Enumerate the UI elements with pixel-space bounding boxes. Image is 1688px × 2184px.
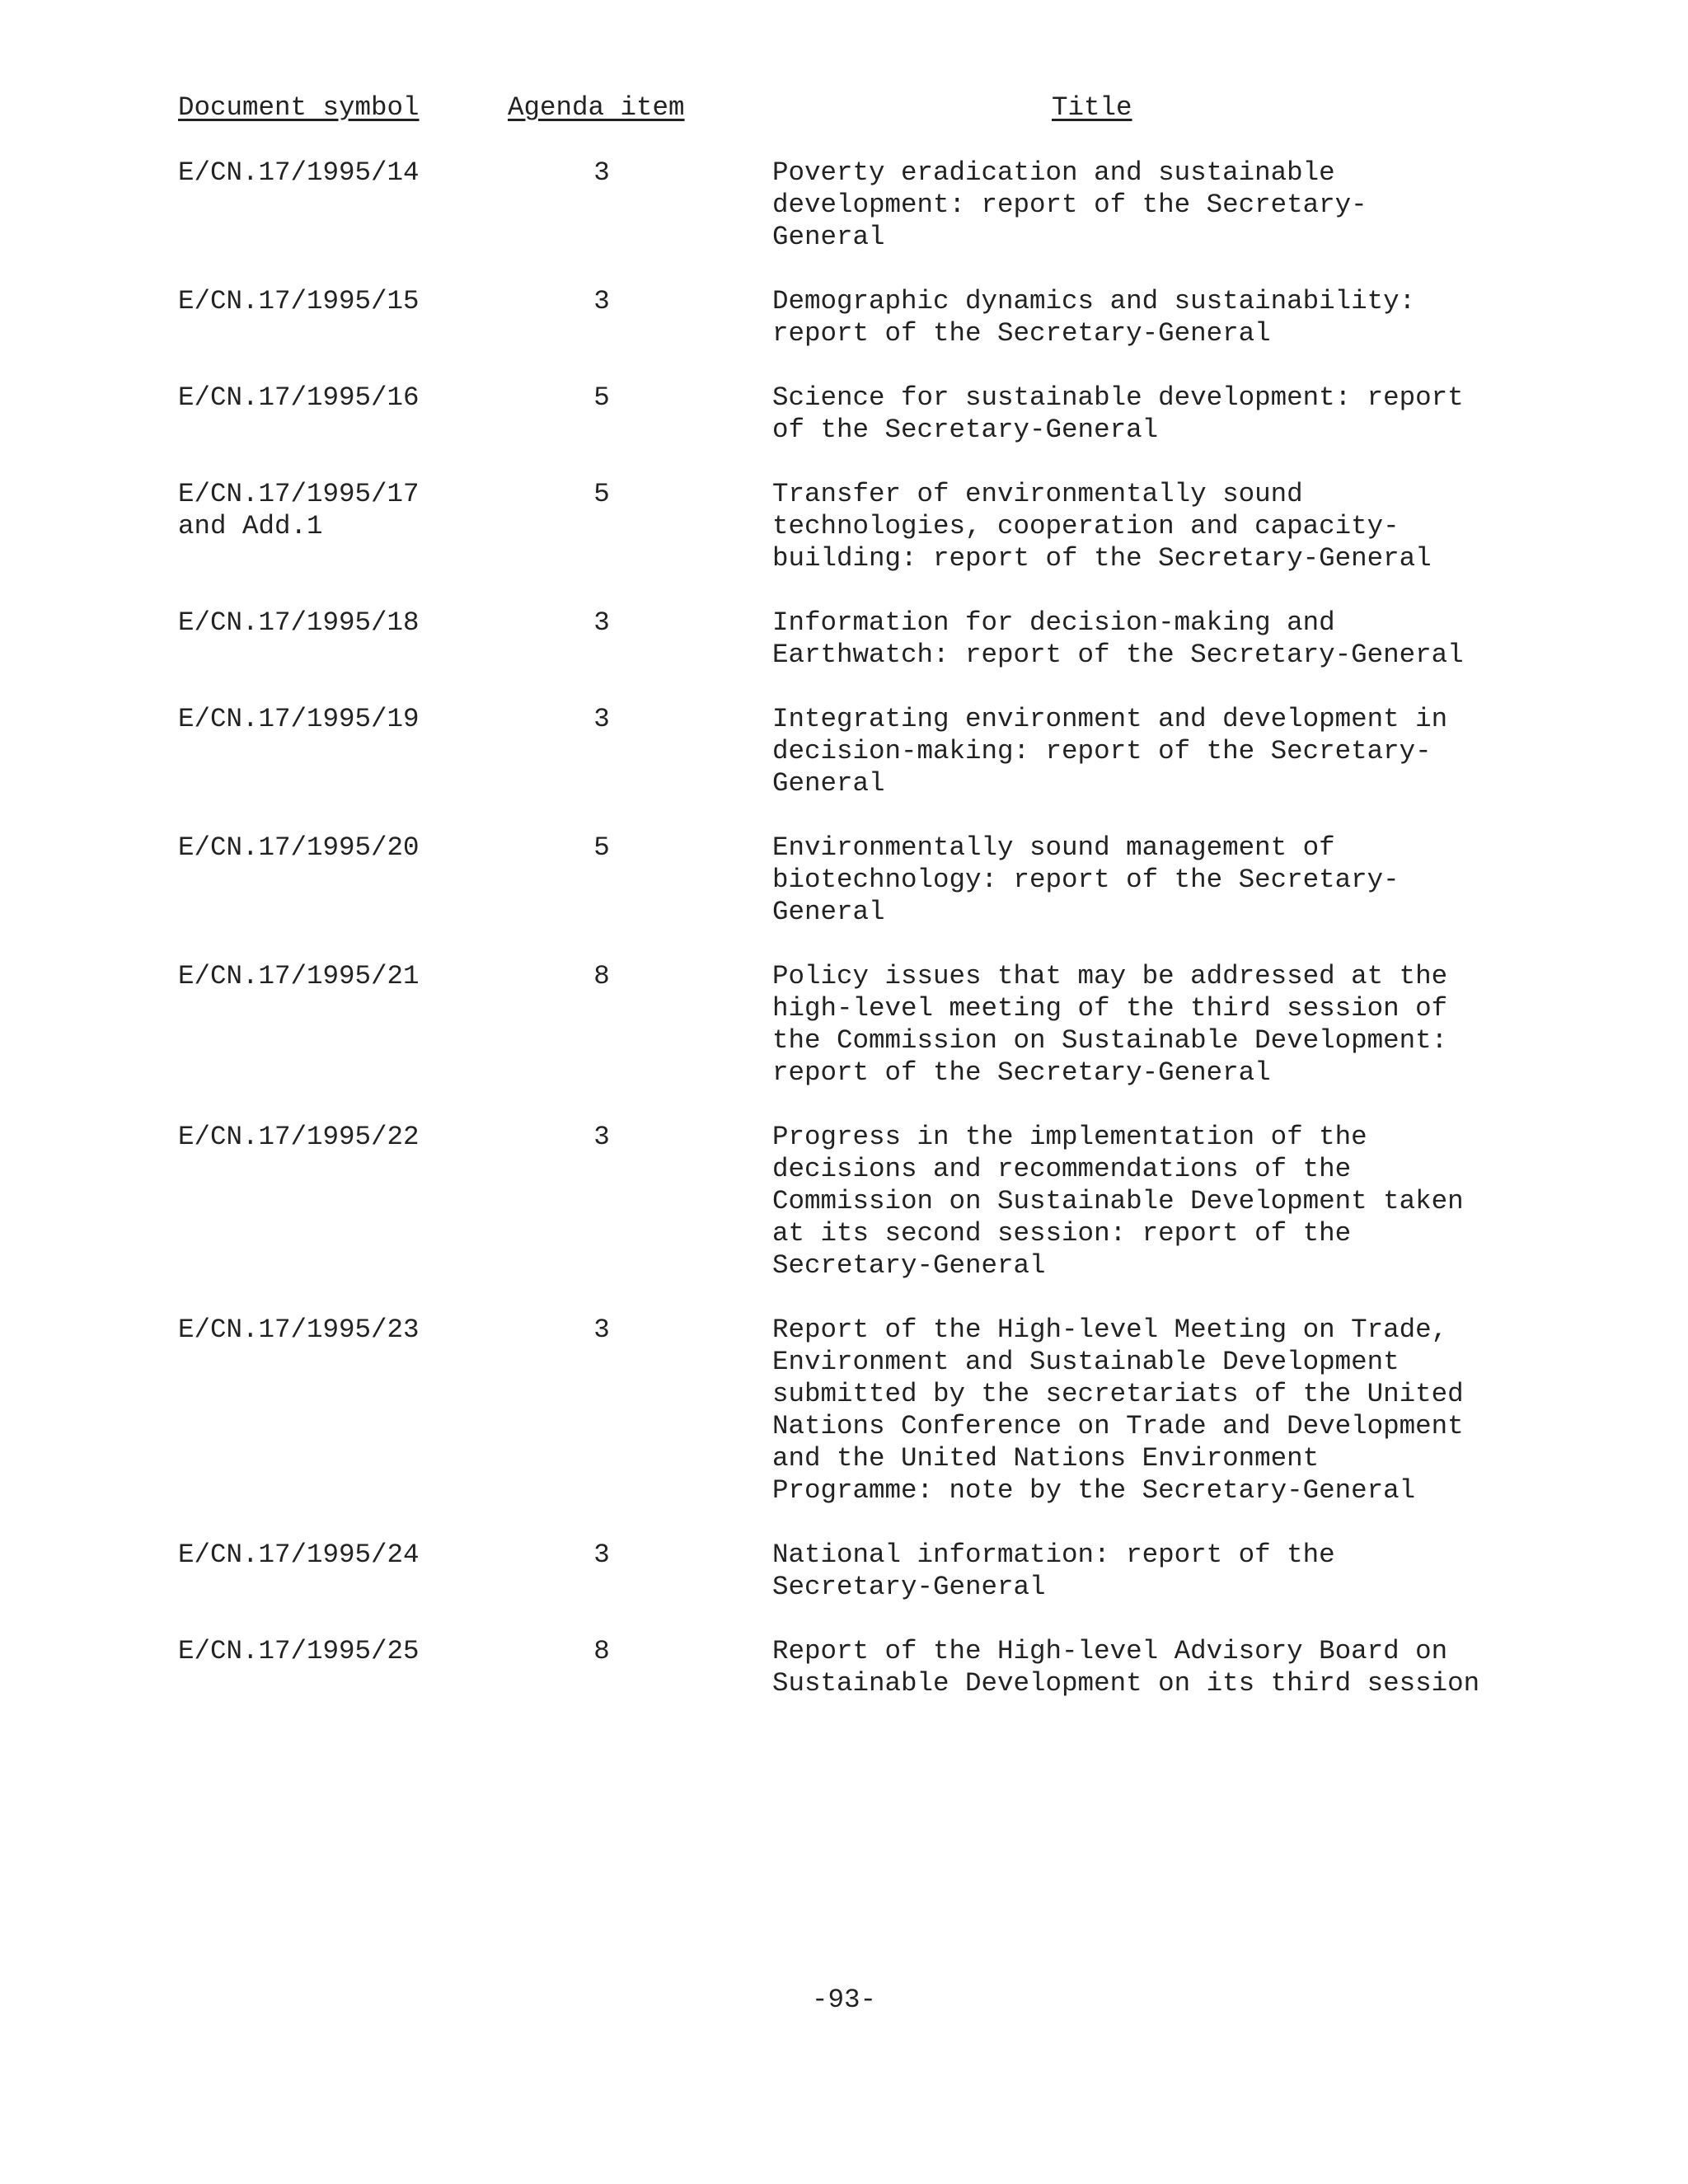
page-footer xyxy=(0,1985,1688,2015)
document-title: Poverty eradication and sustainable development: report of the Secretary- General xyxy=(772,157,1367,252)
document-title: Integrating environment and development in decision-making: report of the Secretary- General xyxy=(772,704,1448,799)
document-title: Policy issues that may be addressed at the high-level meeting of the third session of the Commission on Sustainable Development: report of the Secretary-General xyxy=(772,961,1448,1088)
column-header-document-symbol: Document symbol xyxy=(178,92,420,123)
document-title: Science for sustainable development: report of the Secretary-General xyxy=(772,382,1464,445)
column-header-title: Title xyxy=(1052,92,1132,123)
document-symbol: E/CN.17/1995/19 xyxy=(178,704,420,734)
document-symbol: E/CN.17/1995/18 xyxy=(178,607,420,638)
agenda-item: 3 xyxy=(593,704,610,734)
document-title: Progress in the implementation of the decisions and recommendations of the Commission on Sustainable Development taken at its second session: report of the Secretary-General xyxy=(772,1122,1464,1281)
document-title: Demographic dynamics and sustainability: report of the Secretary-General xyxy=(772,286,1416,349)
document-title: Environmentally sound management of biotechnology: report of the Secretary- General xyxy=(772,832,1400,927)
agenda-item: 3 xyxy=(593,607,610,638)
agenda-item: 5 xyxy=(593,832,610,863)
document-title: National information: report of the Secretary-General xyxy=(772,1540,1335,1602)
table-row xyxy=(0,703,1688,799)
table-row xyxy=(0,285,1688,349)
document-list xyxy=(0,157,1688,1732)
table-header xyxy=(0,92,1688,129)
agenda-item: 3 xyxy=(593,1122,610,1152)
table-row xyxy=(0,1539,1688,1603)
document-title: Report of the High-level Advisory Board on Sustainable Development on its third session xyxy=(772,1636,1480,1699)
agenda-item: 5 xyxy=(593,479,610,509)
agenda-item: 3 xyxy=(593,157,610,188)
document-symbol: E/CN.17/1995/22 xyxy=(178,1122,420,1152)
document-symbol: E/CN.17/1995/17 and Add.1 xyxy=(178,479,420,541)
agenda-item: 5 xyxy=(593,382,610,413)
page-number: -93- xyxy=(811,1985,876,2015)
document-symbol: E/CN.17/1995/25 xyxy=(178,1636,420,1666)
table-row xyxy=(0,157,1688,253)
document-symbol: E/CN.17/1995/16 xyxy=(178,382,420,413)
column-header-agenda-item: Agenda item xyxy=(508,92,685,123)
document-symbol: E/CN.17/1995/21 xyxy=(178,961,420,991)
table-row xyxy=(0,607,1688,671)
agenda-item: 3 xyxy=(593,286,610,316)
table-row xyxy=(0,832,1688,928)
document-title: Transfer of environmentally sound technologies, cooperation and capacity- building: report of the Secretary-General xyxy=(772,479,1432,574)
table-row xyxy=(0,1314,1688,1507)
document-title: Report of the High-level Meeting on Trade, Environment and Sustainable Development submitted by the secretariats of the United Nations Conference on Trade and Development and the United Nations Environment Programme: note by the Secretary-General xyxy=(772,1315,1464,1506)
table-row xyxy=(0,960,1688,1089)
agenda-item: 8 xyxy=(593,961,610,991)
document-symbol: E/CN.17/1995/24 xyxy=(178,1540,420,1570)
agenda-item: 8 xyxy=(593,1636,610,1666)
agenda-item: 3 xyxy=(593,1540,610,1570)
document-title: Information for decision-making and Earthwatch: report of the Secretary-General xyxy=(772,607,1464,670)
table-row xyxy=(0,1635,1688,1699)
document-symbol: E/CN.17/1995/14 xyxy=(178,157,420,188)
document-symbol: E/CN.17/1995/23 xyxy=(178,1315,420,1345)
agenda-item: 3 xyxy=(593,1315,610,1345)
document-symbol: E/CN.17/1995/15 xyxy=(178,286,420,316)
document-symbol: E/CN.17/1995/20 xyxy=(178,832,420,863)
table-row xyxy=(0,382,1688,446)
table-row xyxy=(0,478,1688,574)
table-row xyxy=(0,1121,1688,1282)
